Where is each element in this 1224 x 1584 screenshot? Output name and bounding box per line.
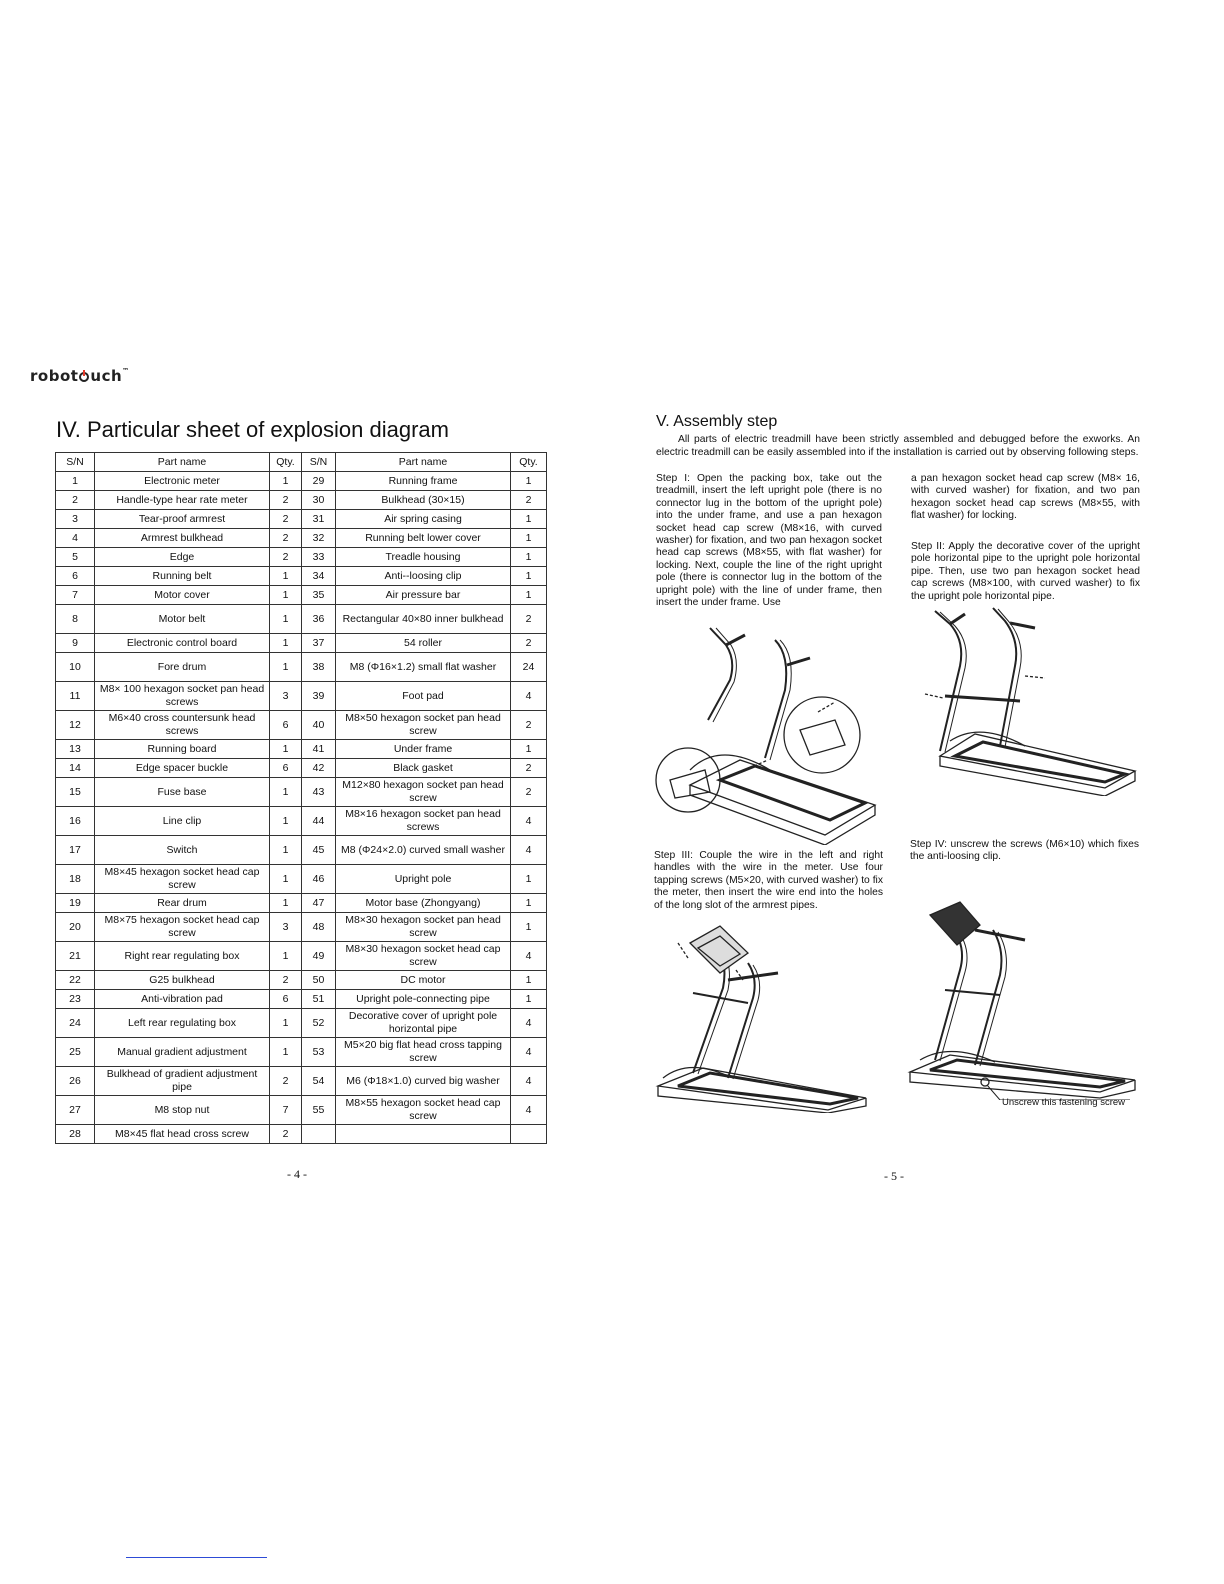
cell-qty: 1: [511, 971, 547, 990]
cell-qty: 1: [511, 472, 547, 491]
cell-sn: 8: [56, 605, 95, 634]
cell-qty: 1: [511, 529, 547, 548]
cell-part-name: Manual gradient adjustment: [95, 1038, 270, 1067]
cell-sn: 32: [302, 529, 336, 548]
table-row: [56, 740, 547, 759]
cell-part-name: Rectangular 40×80 inner bulkhead: [336, 605, 511, 634]
table-row: [56, 634, 547, 653]
cell-qty: 1: [270, 865, 302, 894]
step-1-text: Step I: Open the packing box, take out the treadmill, insert the left upright pole (there is no connector lug in the bottom of the upright pole) into the under frame, and use a pan hexagon socket head cap screw (M8×16, with curved washer) for fixation, and two pan hexagon socket head cap screws (M8×55, with flat washer) for locking. Next, couple the line of the right upright pole (there is connector lug in the bottom of the upright pole) with the line of under frame, then insert the under frame. Use: [656, 473, 882, 609]
cell-qty: 1: [511, 913, 547, 942]
cell-qty: 3: [270, 682, 302, 711]
cell-sn: 11: [56, 682, 95, 711]
cell-part-name: Electronic control board: [95, 634, 270, 653]
cell-part-name: M8×45 flat head cross screw: [95, 1125, 270, 1144]
cell-qty: 1: [511, 865, 547, 894]
assembly-intro: All parts of electric treadmill have been strictly assembled and debugged before the exworks. An electric treadmill can be easily assembled into if the installation is carried out by observing following steps.: [656, 434, 1140, 458]
cell-qty: 2: [511, 634, 547, 653]
cell-part-name: Air spring casing: [336, 510, 511, 529]
cell-sn: 45: [302, 836, 336, 865]
cell-qty: 1: [270, 894, 302, 913]
header-sn: S/N: [56, 453, 95, 472]
cell-qty: 1: [270, 942, 302, 971]
table-row: [56, 529, 547, 548]
unscrew-callout-label: Unscrew this fastening screw: [1002, 1097, 1126, 1108]
cell-part-name: Upright pole: [336, 865, 511, 894]
cell-sn: 31: [302, 510, 336, 529]
cell-part-name: Tear-proof armrest: [95, 510, 270, 529]
cell-part-name: M8×45 hexagon socket head cap screw: [95, 865, 270, 894]
cell-qty: 1: [270, 634, 302, 653]
header-part-name: Part name: [336, 453, 511, 472]
cell-part-name: Handle-type hear rate meter: [95, 491, 270, 510]
cell-qty: 1: [270, 1038, 302, 1067]
cell-part-name: Motor base (Zhongyang): [336, 894, 511, 913]
cell-qty: 2: [270, 491, 302, 510]
cell-qty: 1: [270, 807, 302, 836]
cell-qty: 1: [511, 894, 547, 913]
cell-qty: 2: [270, 548, 302, 567]
cell-sn: 43: [302, 778, 336, 807]
step-2-illustration: [905, 606, 1140, 796]
cell-part-name: G25 bulkhead: [95, 971, 270, 990]
table-row: [56, 1009, 547, 1038]
cell-part-name: M8×75 hexagon socket head cap screw: [95, 913, 270, 942]
parts-table: [55, 452, 547, 1144]
link-underline: [126, 1557, 267, 1558]
cell-part-name: Right rear regulating box: [95, 942, 270, 971]
header-sn: S/N: [302, 453, 336, 472]
cell-part-name: Rear drum: [95, 894, 270, 913]
cell-part-name: M8 stop nut: [95, 1096, 270, 1125]
step-4-text: Step IV: unscrew the screws (M6×10) which fixes the anti-loosing clip.: [910, 839, 1139, 863]
cell-part-name: Decorative cover of upright pole horizontal pipe: [336, 1009, 511, 1038]
step-3-illustration: [648, 918, 883, 1113]
cell-sn: 34: [302, 567, 336, 586]
cell-sn: 35: [302, 586, 336, 605]
cell-qty: 4: [511, 1038, 547, 1067]
table-row: [56, 682, 547, 711]
cell-part-name: M8×50 hexagon socket pan head screw: [336, 711, 511, 740]
cell-qty: 6: [270, 759, 302, 778]
table-row: [56, 913, 547, 942]
cell-sn: 37: [302, 634, 336, 653]
cell-part-name: Motor cover: [95, 586, 270, 605]
cell-qty: 4: [511, 1009, 547, 1038]
cell-sn: 50: [302, 971, 336, 990]
cell-qty: 4: [511, 836, 547, 865]
cell-qty: 1: [511, 548, 547, 567]
cell-sn: 52: [302, 1009, 336, 1038]
cell-qty: 2: [511, 778, 547, 807]
logo-text-end: uch: [90, 367, 123, 385]
cell-sn: 14: [56, 759, 95, 778]
cell-sn: 10: [56, 653, 95, 682]
cell-sn: 51: [302, 990, 336, 1009]
table-row: [56, 836, 547, 865]
cell-qty: 1: [270, 778, 302, 807]
cell-sn: 15: [56, 778, 95, 807]
cell-sn: 4: [56, 529, 95, 548]
cell-qty: 4: [511, 942, 547, 971]
cell-part-name: Anti--loosing clip: [336, 567, 511, 586]
cell-part-name: Upright pole-connecting pipe: [336, 990, 511, 1009]
cell-qty: 1: [511, 586, 547, 605]
cell-part-name: Fuse base: [95, 778, 270, 807]
cell-qty: 1: [511, 990, 547, 1009]
cell-qty: 1: [270, 740, 302, 759]
cell-qty: 2: [511, 711, 547, 740]
cell-sn: 6: [56, 567, 95, 586]
table-row: [56, 778, 547, 807]
table-row: [56, 605, 547, 634]
table-row: [56, 586, 547, 605]
cell-part-name: Motor belt: [95, 605, 270, 634]
cell-qty: 1: [511, 567, 547, 586]
cell-part-name: M8 (Φ24×2.0) curved small washer: [336, 836, 511, 865]
cell-part-name: Armrest bulkhead: [95, 529, 270, 548]
cell-sn: 54: [302, 1067, 336, 1096]
cell-part-name: 54 roller: [336, 634, 511, 653]
cell-sn: 19: [56, 894, 95, 913]
cell-sn: 38: [302, 653, 336, 682]
cell-part-name: [336, 1125, 511, 1144]
cell-sn: 18: [56, 865, 95, 894]
cell-part-name: Running frame: [336, 472, 511, 491]
cell-sn: 47: [302, 894, 336, 913]
cell-sn: 55: [302, 1096, 336, 1125]
parts-sheet-title: IV. Particular sheet of explosion diagram: [56, 417, 449, 442]
cell-sn: 1: [56, 472, 95, 491]
cell-sn: 29: [302, 472, 336, 491]
table-row: [56, 567, 547, 586]
cell-qty: 2: [511, 759, 547, 778]
cell-qty: [511, 1125, 547, 1144]
cell-part-name: Anti-vibration pad: [95, 990, 270, 1009]
cell-sn: 30: [302, 491, 336, 510]
cell-sn: 42: [302, 759, 336, 778]
cell-qty: 7: [270, 1096, 302, 1125]
step-2-text: Step II: Apply the decorative cover of the upright pole horizontal pipe to the upright pole horizontal pipe. Then, use two pan hexagon socket head cap screws (M8×100, with curved washer) to fix the upright pole horizontal pipe.: [911, 541, 1140, 602]
cell-sn: 17: [56, 836, 95, 865]
page-number-right: - 5 -: [884, 1169, 904, 1183]
cell-sn: 39: [302, 682, 336, 711]
cell-sn: 36: [302, 605, 336, 634]
cell-part-name: Switch: [95, 836, 270, 865]
step-1-continued: a pan hexagon socket head cap screw (M8× 16, with curved washer) for fixation, and two pan hexagon socket head cap screws (M8×55, with flat washer) for locking.: [911, 473, 1140, 522]
cell-sn: 48: [302, 913, 336, 942]
cell-qty: 4: [511, 1067, 547, 1096]
cell-sn: 25: [56, 1038, 95, 1067]
cell-qty: 1: [270, 1009, 302, 1038]
cell-sn: 16: [56, 807, 95, 836]
cell-sn: 22: [56, 971, 95, 990]
cell-qty: 1: [511, 510, 547, 529]
cell-sn: 21: [56, 942, 95, 971]
cell-qty: 1: [270, 567, 302, 586]
table-row: [56, 971, 547, 990]
cell-qty: 6: [270, 711, 302, 740]
cell-part-name: Treadle housing: [336, 548, 511, 567]
cell-part-name: M5×20 big flat head cross tapping screw: [336, 1038, 511, 1067]
table-row: [56, 1038, 547, 1067]
cell-part-name: Edge spacer buckle: [95, 759, 270, 778]
cell-qty: 1: [511, 740, 547, 759]
cell-part-name: M6×40 cross countersunk head screws: [95, 711, 270, 740]
cell-qty: 1: [270, 605, 302, 634]
cell-sn: 20: [56, 913, 95, 942]
cell-qty: 1: [270, 836, 302, 865]
table-header-row: [56, 453, 547, 472]
cell-qty: 24: [511, 653, 547, 682]
table-row: [56, 865, 547, 894]
cell-part-name: Bulkhead (30×15): [336, 491, 511, 510]
cell-part-name: Under frame: [336, 740, 511, 759]
header-qty: Qty.: [511, 453, 547, 472]
cell-part-name: M8×16 hexagon socket pan head screws: [336, 807, 511, 836]
table-row: [56, 510, 547, 529]
cell-sn: 12: [56, 711, 95, 740]
table-row: [56, 807, 547, 836]
cell-part-name: Left rear regulating box: [95, 1009, 270, 1038]
cell-part-name: Black gasket: [336, 759, 511, 778]
cell-part-name: Line clip: [95, 807, 270, 836]
cell-part-name: Bulkhead of gradient adjustment pipe: [95, 1067, 270, 1096]
table-row: [56, 942, 547, 971]
cell-sn: 28: [56, 1125, 95, 1144]
cell-sn: 24: [56, 1009, 95, 1038]
step-1-illustration: [650, 620, 885, 845]
power-icon: [79, 372, 89, 382]
logo-text-start: robot: [30, 367, 79, 385]
cell-sn: 53: [302, 1038, 336, 1067]
table-row: [56, 990, 547, 1009]
header-qty: Qty.: [270, 453, 302, 472]
header-part-name: Part name: [95, 453, 270, 472]
cell-sn: 5: [56, 548, 95, 567]
table-row: [56, 548, 547, 567]
cell-qty: 2: [511, 491, 547, 510]
cell-sn: 7: [56, 586, 95, 605]
cell-qty: 4: [511, 1096, 547, 1125]
cell-qty: 3: [270, 913, 302, 942]
cell-part-name: Fore drum: [95, 653, 270, 682]
cell-sn: 41: [302, 740, 336, 759]
cell-sn: 40: [302, 711, 336, 740]
logo-trademark: ™: [122, 367, 130, 375]
cell-qty: 2: [270, 510, 302, 529]
cell-qty: 4: [511, 682, 547, 711]
cell-sn: 26: [56, 1067, 95, 1096]
cell-part-name: Foot pad: [336, 682, 511, 711]
brand-logo: [30, 367, 130, 385]
cell-part-name: Running board: [95, 740, 270, 759]
cell-part-name: Edge: [95, 548, 270, 567]
cell-part-name: Running belt lower cover: [336, 529, 511, 548]
cell-part-name: Electronic meter: [95, 472, 270, 491]
cell-part-name: Air pressure bar: [336, 586, 511, 605]
table-row: [56, 653, 547, 682]
cell-sn: 23: [56, 990, 95, 1009]
cell-part-name: Running belt: [95, 567, 270, 586]
assembly-title: V. Assembly step: [656, 413, 778, 430]
page-number-left: - 4 -: [287, 1167, 307, 1181]
cell-sn: 27: [56, 1096, 95, 1125]
cell-sn: 33: [302, 548, 336, 567]
cell-qty: 6: [270, 990, 302, 1009]
table-row: [56, 894, 547, 913]
cell-sn: 44: [302, 807, 336, 836]
cell-qty: 1: [270, 472, 302, 491]
cell-qty: 2: [270, 971, 302, 990]
cell-part-name: M8× 100 hexagon socket pan head screws: [95, 682, 270, 711]
table-row: [56, 759, 547, 778]
cell-part-name: M8×55 hexagon socket head cap screw: [336, 1096, 511, 1125]
table-row: [56, 472, 547, 491]
table-row: [56, 491, 547, 510]
cell-sn: 13: [56, 740, 95, 759]
cell-part-name: M8 (Φ16×1.2) small flat washer: [336, 653, 511, 682]
cell-qty: 2: [270, 529, 302, 548]
table-row: [56, 1096, 547, 1125]
cell-sn: 49: [302, 942, 336, 971]
table-row: [56, 1067, 547, 1096]
cell-qty: 1: [270, 653, 302, 682]
step-4-illustration: [905, 900, 1140, 1100]
cell-sn: 9: [56, 634, 95, 653]
cell-qty: 2: [270, 1067, 302, 1096]
cell-part-name: M8×30 hexagon socket head cap screw: [336, 942, 511, 971]
table-row: [56, 1125, 547, 1144]
cell-part-name: M12×80 hexagon socket pan head screw: [336, 778, 511, 807]
cell-qty: 1: [270, 586, 302, 605]
cell-part-name: M6 (Φ18×1.0) curved big washer: [336, 1067, 511, 1096]
cell-qty: 4: [511, 807, 547, 836]
step-3-text: Step III: Couple the wire in the left and right handles with the wire in the meter. Use four tapping screws (M5×20, with curved washer) to fix the meter, then insert the wire end into the holes of the long slot of the armrest pipes.: [654, 850, 883, 911]
cell-qty: 2: [511, 605, 547, 634]
cell-part-name: DC motor: [336, 971, 511, 990]
table-row: [56, 711, 547, 740]
cell-sn: 3: [56, 510, 95, 529]
cell-part-name: M8×30 hexagon socket pan head screw: [336, 913, 511, 942]
cell-qty: 2: [270, 1125, 302, 1144]
cell-sn: 46: [302, 865, 336, 894]
cell-sn: [302, 1125, 336, 1144]
cell-sn: 2: [56, 491, 95, 510]
